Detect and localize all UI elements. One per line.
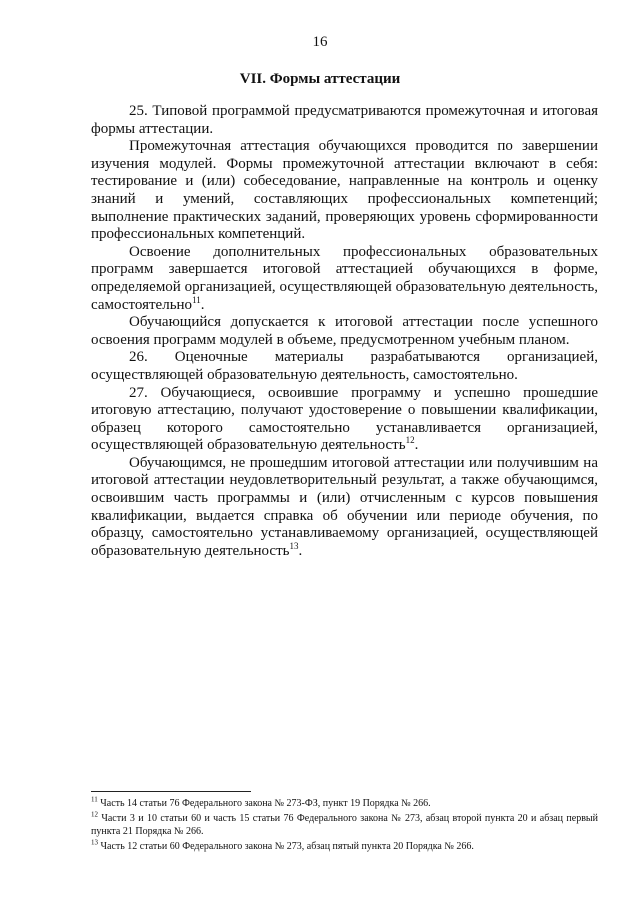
footnote-ref: 12 [405, 435, 415, 446]
footnote-number: 11 [91, 795, 98, 804]
page-number: 16 [312, 34, 328, 50]
footnote-text: Часть 12 статьи 60 Федерального закона № 273, абзац пятый пункта 20 Порядка № 266. [98, 841, 474, 852]
paragraph-text: Освоение дополнительных профессиональных образовательных программ завершается итоговой аттестацией обучающихся в форме, определяемой организацией, осуществляющей образовательную деятельность, самостоятельно [91, 243, 598, 313]
footnote-ref: 13 [289, 540, 299, 551]
paragraph-intermediate-attestation [91, 138, 598, 244]
paragraph-end: . [414, 437, 419, 454]
footnote-11 [91, 797, 598, 810]
document-body [91, 103, 598, 560]
paragraph-text: 26. Оценочные материалы разрабатываются организацией, осуществляющей образовательную деятельность, самостоятельно. [91, 349, 598, 383]
paragraph-end: . [298, 542, 303, 559]
paragraph-text: Обучающийся допускается к итоговой аттестации после успешного освоения программ модулей в объеме, предусмотренном учебным планом. [91, 314, 598, 348]
section-title: VII. Формы аттестации [239, 71, 401, 87]
footnote-divider [91, 791, 251, 792]
footnote-text: Части 3 и 10 статьи 60 и часть 15 статьи 76 Федерального закона № 273, абзац второй пункта 20 и абзац первый пункта 21 Порядка № 266. [91, 813, 598, 837]
paragraph-certificate [91, 455, 598, 561]
footnote-number: 12 [91, 810, 98, 819]
paragraph-text: 27. Обучающиеся, освоившие программу и успешно прошедшие итоговую аттестацию, получают удостоверение о повышении квалификации, образец которого самостоятельно устанавливается организацией, осуществляющей образовательную деятельность [91, 384, 598, 454]
paragraph-final-attestation [91, 244, 598, 314]
paragraph-26 [91, 349, 598, 384]
footnote-13 [91, 840, 598, 853]
footnote-ref: 11 [192, 294, 201, 305]
paragraph-25 [91, 103, 598, 138]
footnote-12 [91, 812, 598, 838]
paragraph-text: Обучающимся, не прошедшим итоговой аттестации или получившим на итоговой аттестации неудовлетворительный результат, а также обучающимся, освоившим часть программы и (или) отчисленным с курсов повышения квалификации, выдается справка об обучении или периоде обучения, по образцу, самостоятельно устанавливаемому организацией, осуществляющей образовательную деятельность [91, 454, 598, 559]
footnote-number: 13 [91, 838, 98, 847]
paragraph-end: . [200, 296, 205, 313]
footnotes [91, 797, 598, 855]
footnote-text: Часть 14 статьи 76 Федерального закона № 273-ФЗ, пункт 19 Порядка № 266. [97, 798, 431, 809]
paragraph-27 [91, 385, 598, 455]
paragraph-text: Промежуточная аттестация обучающихся проводится по завершении изучения модулей. Формы промежуточной аттестации включают в себя: тестирование и (или) собеседование, направленные на контроль и оценку знаний и умений, составляющих профессиональных компетенций; выполнение практических заданий, проверяющих уровень сформированности профессиональных компетенций. [91, 138, 598, 243]
paragraph-text: 25. Типовой программой предусматриваются промежуточная и итоговая формы аттестации. [91, 103, 598, 137]
paragraph-admission [91, 314, 598, 349]
